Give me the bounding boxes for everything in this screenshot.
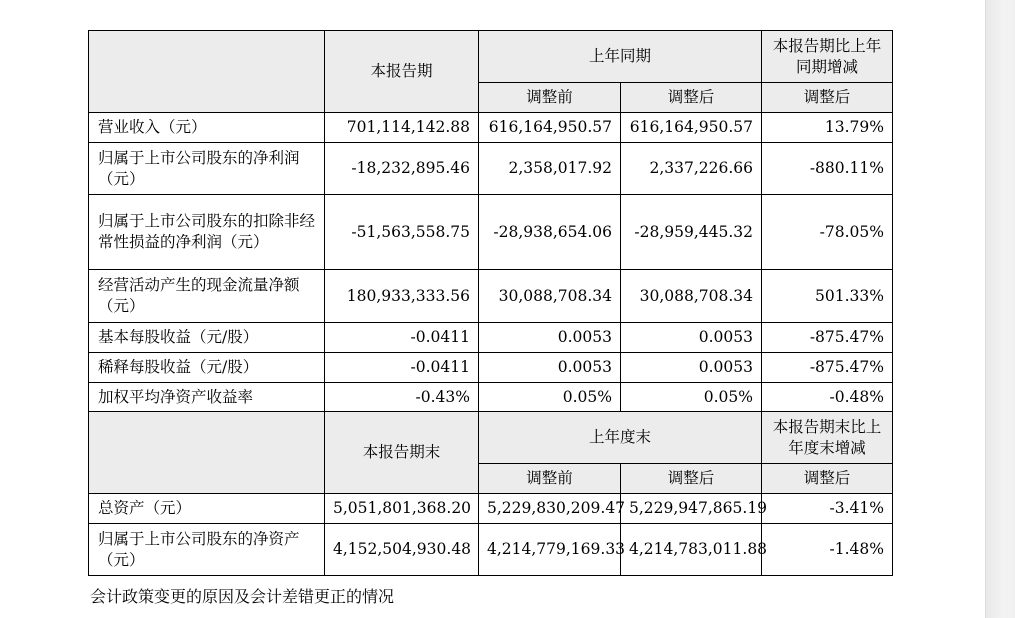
before-value: 0.05% [479, 383, 621, 412]
after-value: 0.0053 [621, 353, 762, 383]
current-value: -0.0411 [325, 323, 479, 353]
row-label: 经营活动产生的现金流量净额（元） [89, 270, 325, 323]
header-change-after-adjustment: 调整后 [762, 83, 893, 113]
change-value: 501.33% [762, 270, 893, 323]
current-value: -51,563,558.75 [325, 195, 479, 270]
current-value: -18,232,895.46 [325, 143, 479, 195]
change-value: -880.11% [762, 143, 893, 195]
header-before-adjustment: 调整前 [479, 464, 621, 494]
change-value: -0.48% [762, 383, 893, 412]
current-value: -0.0411 [325, 353, 479, 383]
table-row [89, 383, 893, 412]
row-label: 稀释每股收益（元/股） [89, 353, 325, 383]
financial-data-table [88, 30, 893, 576]
before-value: 5,229,830,209.47 [479, 494, 621, 524]
after-value: 0.0053 [621, 323, 762, 353]
change-value: -78.05% [762, 195, 893, 270]
table-row [89, 353, 893, 383]
table-row [89, 524, 893, 576]
header-change: 本报告期比上年同期增减 [762, 31, 893, 83]
after-value: 616,164,950.57 [621, 113, 762, 143]
scrollbar-track[interactable] [985, 0, 1015, 618]
current-value: -0.43% [325, 383, 479, 412]
change-value: -875.47% [762, 353, 893, 383]
row-label: 加权平均净资产收益率 [89, 383, 325, 412]
change-value: -3.41% [762, 494, 893, 524]
footnote-text: 会计政策变更的原因及会计差错更正的情况 [90, 587, 395, 606]
after-value: 30,088,708.34 [621, 270, 762, 323]
before-value: 2,358,017.92 [479, 143, 621, 195]
after-value: 2,337,226.66 [621, 143, 762, 195]
current-value: 180,933,333.56 [325, 270, 479, 323]
change-value: -1.48% [762, 524, 893, 576]
before-value: -28,938,654.06 [479, 195, 621, 270]
after-value: 5,229,947,865.19 [621, 494, 762, 524]
row-label: 营业收入（元） [89, 113, 325, 143]
change-value: -875.47% [762, 323, 893, 353]
table-row [89, 143, 893, 195]
before-value: 616,164,950.57 [479, 113, 621, 143]
table-row [89, 113, 893, 143]
header-row-1 [89, 31, 893, 83]
header-prior-period: 上年同期 [479, 31, 762, 83]
table-row [89, 323, 893, 353]
row-label: 归属于上市公司股东的净利润（元） [89, 143, 325, 195]
row-label: 归属于上市公司股东的扣除非经常性损益的净利润（元） [89, 195, 325, 270]
row-label: 基本每股收益（元/股） [89, 323, 325, 353]
header-row-2 [89, 412, 893, 464]
before-value: 0.0053 [479, 353, 621, 383]
table-row [89, 270, 893, 323]
after-value: -28,959,445.32 [621, 195, 762, 270]
row-label: 总资产（元） [89, 494, 325, 524]
after-value: 0.05% [621, 383, 762, 412]
header-current-period: 本报告期 [325, 31, 479, 113]
change-value: 13.79% [762, 113, 893, 143]
after-value: 4,214,783,011.88 [621, 524, 762, 576]
header-after-adjustment: 调整后 [621, 83, 762, 113]
before-value: 4,214,779,169.33 [479, 524, 621, 576]
current-value: 701,114,142.88 [325, 113, 479, 143]
header-prior-year-end: 上年度末 [479, 412, 762, 464]
header-change: 本报告期末比上年度末增减 [762, 412, 893, 464]
header-corner-cell [89, 31, 325, 113]
header-change-after-adjustment: 调整后 [762, 464, 893, 494]
table-row [89, 494, 893, 524]
before-value: 30,088,708.34 [479, 270, 621, 323]
before-value: 0.0053 [479, 323, 621, 353]
row-label: 归属于上市公司股东的净资产（元） [89, 524, 325, 576]
current-value: 5,051,801,368.20 [325, 494, 479, 524]
current-value: 4,152,504,930.48 [325, 524, 479, 576]
header-after-adjustment: 调整后 [621, 464, 762, 494]
table-row [89, 195, 893, 270]
header-period-end: 本报告期末 [325, 412, 479, 494]
header-before-adjustment: 调整前 [479, 83, 621, 113]
header-corner-cell [89, 412, 325, 494]
